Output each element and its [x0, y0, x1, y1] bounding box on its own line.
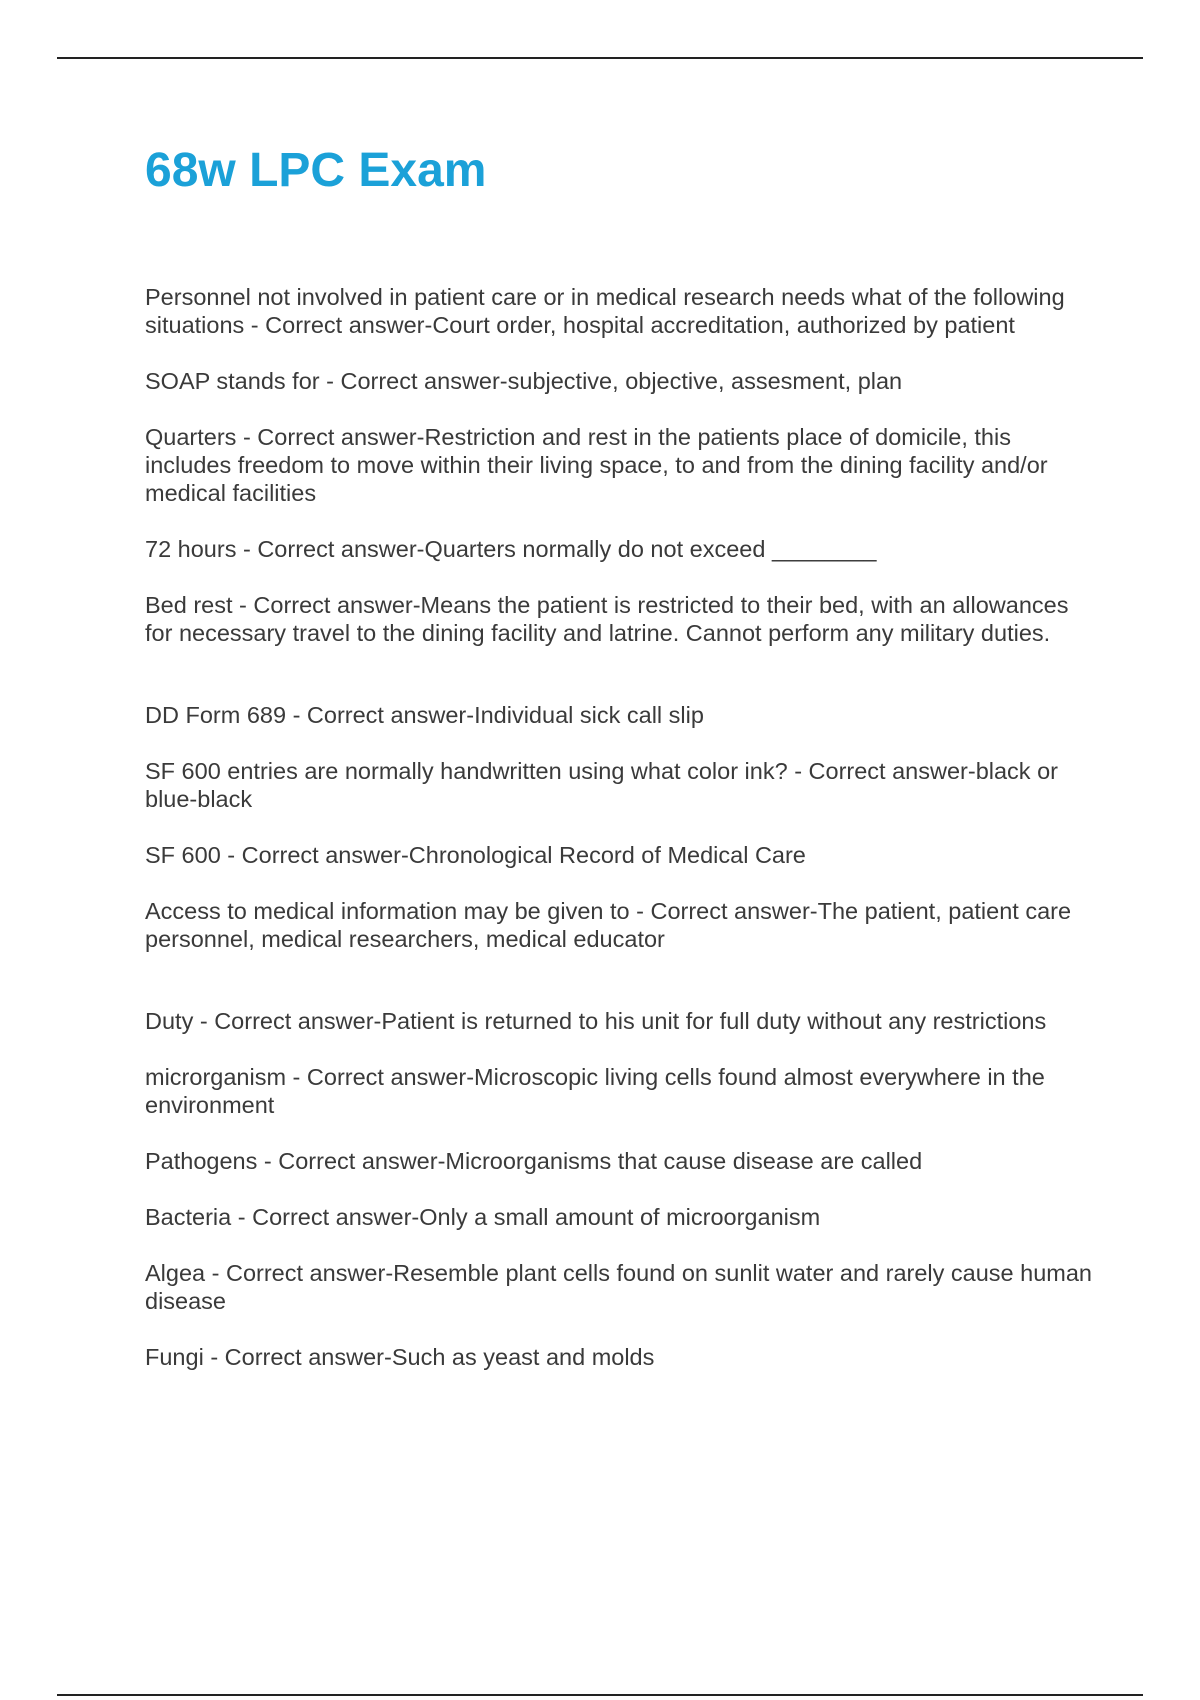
qa-item: Bacteria - Correct answer-Only a small amount of microorganism [145, 1204, 821, 1230]
qa-item: Bed rest - Correct answer-Means the patient is restricted to their bed, with an allowances for necessary travel to the dining facility and latrine. Cannot perform any military duties. [145, 592, 1069, 646]
qa-item: Pathogens - Correct answer-Microorganisms that cause disease are called [145, 1148, 923, 1174]
qa-item: Personnel not involved in patient care or in medical research needs what of the following situations - Correct answer-Court order, hospital accreditation, authorized by patient [145, 284, 1065, 338]
qa-item: SOAP stands for - Correct answer-subjective, objective, assesment, plan [145, 368, 903, 394]
page-title: 68w LPC Exam [145, 144, 487, 197]
qa-item: SF 600 entries are normally handwritten using what color ink? - Correct answer-black or blue-black [145, 758, 1058, 812]
footer-rule [57, 1694, 1143, 1696]
qa-item: Duty - Correct answer-Patient is returned to his unit for full duty without any restrictions [145, 1008, 1047, 1034]
qa-item: Access to medical information may be given to - Correct answer-The patient, patient care personnel, medical researchers, medical educator [145, 898, 1072, 952]
qa-item: Algea - Correct answer-Resemble plant cells found on sunlit water and rarely cause human disease [145, 1260, 1092, 1314]
qa-item: SF 600 - Correct answer-Chronological Record of Medical Care [145, 842, 806, 868]
qa-item: 72 hours - Correct answer-Quarters normally do not exceed ________ [145, 536, 877, 562]
qa-item: Quarters - Correct answer-Restriction and rest in the patients place of domicile, this includes freedom to move within their living space, to and from the dining facility and/or medical facilities [145, 424, 1048, 506]
qa-item: microrganism - Correct answer-Microscopic living cells found almost everywhere in the environment [145, 1064, 1045, 1118]
qa-item: Fungi - Correct answer-Such as yeast and molds [145, 1344, 655, 1370]
qa-item: DD Form 689 - Correct answer-Individual sick call slip [145, 702, 704, 728]
header-rule [57, 57, 1143, 59]
qa-list [145, 283, 1095, 1399]
